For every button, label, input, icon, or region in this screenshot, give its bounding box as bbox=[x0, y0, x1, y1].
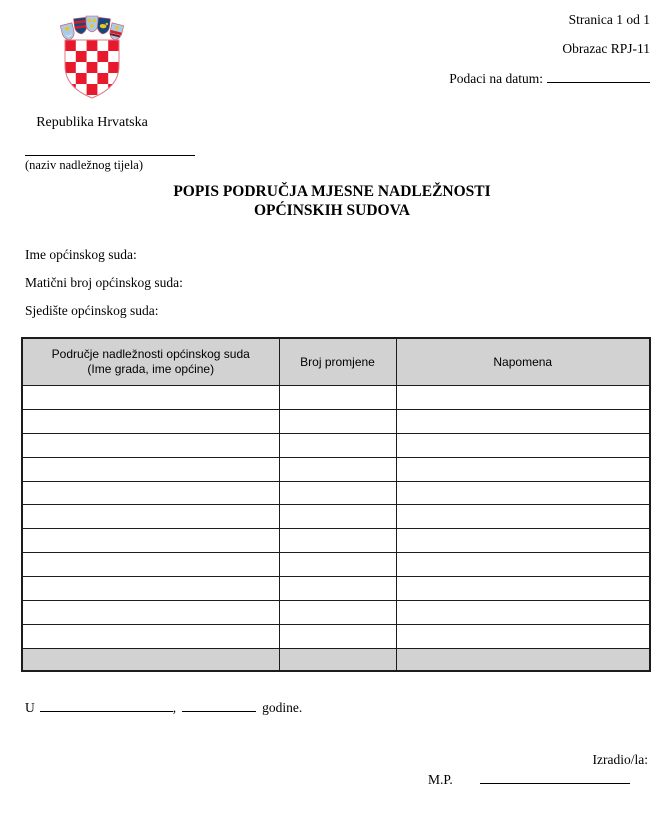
table-row bbox=[22, 409, 650, 433]
field-court-seat-label: Sjedište općinskog suda: bbox=[25, 303, 159, 318]
table-cell bbox=[396, 505, 650, 529]
data-date-label: Podaci na datum: bbox=[449, 71, 543, 86]
table-cell bbox=[22, 409, 279, 433]
table-cell bbox=[22, 433, 279, 457]
place-blank-line bbox=[40, 698, 173, 712]
table-row bbox=[22, 529, 650, 553]
table-cell bbox=[279, 481, 396, 505]
signature-blank-line bbox=[480, 770, 630, 784]
godine-suffix: godine. bbox=[262, 700, 303, 715]
authority-name-line bbox=[25, 155, 195, 173]
table-row bbox=[22, 505, 650, 529]
table-body bbox=[22, 386, 650, 671]
table-cell bbox=[396, 433, 650, 457]
table-cell bbox=[396, 481, 650, 505]
col-header-note: Napomena bbox=[396, 338, 650, 386]
table-cell bbox=[396, 529, 650, 553]
table-cell bbox=[396, 457, 650, 481]
page-title-line2: OPĆINSKIH SUDOVA bbox=[253, 202, 411, 219]
data-date-row bbox=[449, 69, 650, 87]
place-prefix: U bbox=[25, 700, 35, 715]
place-date-line bbox=[25, 698, 302, 716]
table-row bbox=[22, 433, 650, 457]
form-code: Obrazac RPJ-11 bbox=[562, 40, 650, 56]
page-number: Stranica 1 od 1 bbox=[568, 12, 650, 27]
table-cell bbox=[22, 601, 279, 625]
table-cell bbox=[279, 386, 396, 410]
table-cell bbox=[396, 409, 650, 433]
table-row bbox=[22, 481, 650, 505]
stamp-row bbox=[428, 770, 630, 788]
table-cell bbox=[279, 648, 396, 671]
table-cell bbox=[279, 529, 396, 553]
date-blank-line bbox=[182, 698, 256, 712]
col-header-change-number: Broj promjene bbox=[279, 338, 396, 386]
page-title-line1: POPIS PODRUČJA MJESNE NADLEŽNOSTI bbox=[173, 183, 491, 200]
table-row bbox=[22, 601, 650, 625]
table-cell bbox=[396, 648, 650, 671]
table-row bbox=[22, 386, 650, 410]
data-date-blank-line bbox=[547, 69, 650, 83]
table-cell bbox=[279, 553, 396, 577]
table-cell bbox=[396, 624, 650, 648]
court-fields bbox=[25, 247, 183, 331]
table-cell bbox=[396, 386, 650, 410]
table-cell bbox=[279, 409, 396, 433]
table-header-row bbox=[22, 338, 650, 386]
table-row bbox=[22, 457, 650, 481]
table-cell bbox=[22, 553, 279, 577]
table-cell bbox=[279, 577, 396, 601]
comma: , bbox=[172, 700, 177, 715]
table-cell bbox=[279, 624, 396, 648]
country-name: Republika Hrvatska bbox=[36, 115, 148, 130]
field-court-name-label: Ime općinskog suda: bbox=[25, 247, 137, 262]
table-row bbox=[22, 553, 650, 577]
col-header-area-line1: Područje nadležnosti općinskog suda bbox=[51, 347, 250, 361]
table-cell bbox=[22, 481, 279, 505]
stamp-label: M.P. bbox=[428, 772, 453, 787]
table-cell bbox=[22, 505, 279, 529]
table-cell bbox=[22, 577, 279, 601]
table-cell bbox=[396, 601, 650, 625]
table-row bbox=[22, 577, 650, 601]
table-cell bbox=[22, 386, 279, 410]
table-footer-row bbox=[22, 648, 650, 671]
table-row bbox=[22, 624, 650, 648]
table-cell bbox=[279, 505, 396, 529]
col-header-area-line2: (Ime grada, ime općine) bbox=[87, 362, 215, 376]
jurisdiction-table bbox=[21, 337, 651, 672]
col-header-area bbox=[22, 338, 279, 386]
table-cell bbox=[279, 457, 396, 481]
table-cell bbox=[279, 433, 396, 457]
table-cell bbox=[396, 577, 650, 601]
croatia-coat-of-arms-icon bbox=[60, 8, 124, 104]
field-court-id-label: Matični broj općinskog suda: bbox=[25, 275, 183, 290]
table-cell bbox=[22, 624, 279, 648]
table-cell bbox=[396, 553, 650, 577]
table-cell bbox=[22, 648, 279, 671]
table-cell bbox=[22, 457, 279, 481]
emblem-block bbox=[22, 8, 162, 131]
prepared-by-label: Izradio/la: bbox=[592, 752, 648, 767]
page-title bbox=[0, 182, 664, 220]
page-meta bbox=[449, 12, 650, 100]
table-cell bbox=[279, 601, 396, 625]
authority-name-caption: (naziv nadležnog tijela) bbox=[25, 158, 143, 172]
table-cell bbox=[22, 529, 279, 553]
